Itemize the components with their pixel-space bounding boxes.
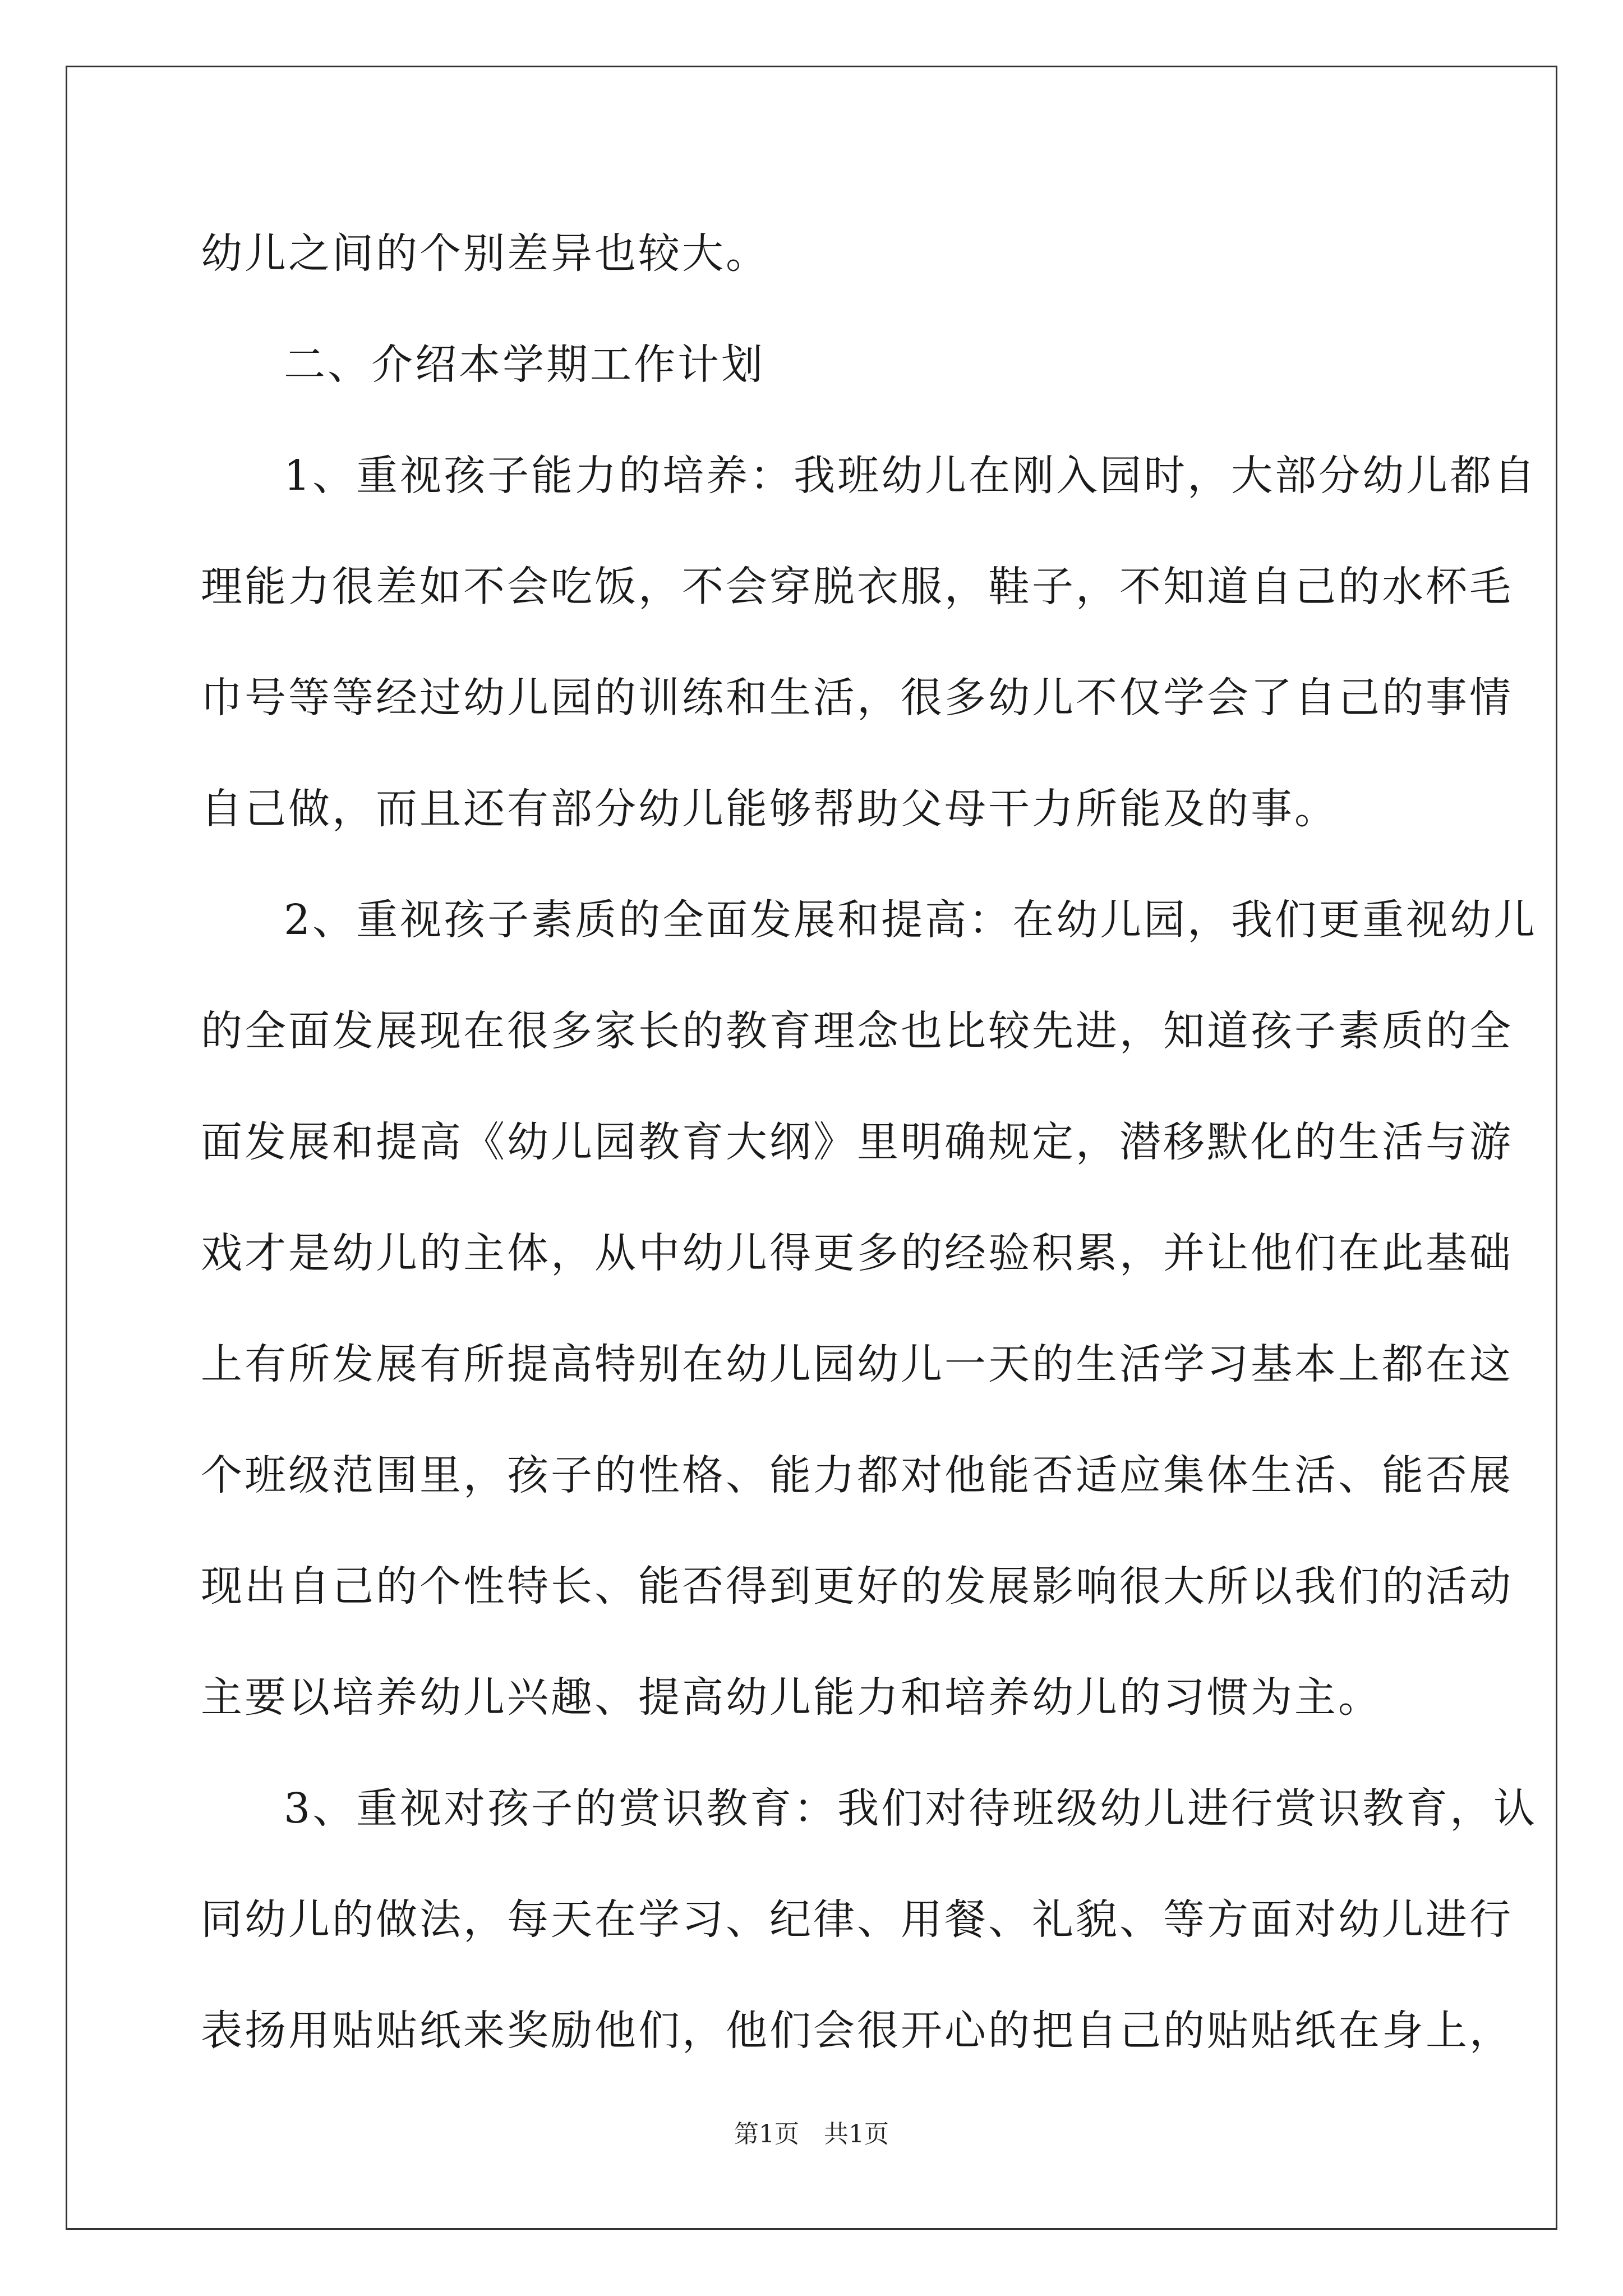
document-body — [201, 198, 1538, 2086]
text-line: 的全面发展现在很多家长的教育理念也比较先进，知道孩子素质的全 — [201, 1007, 1513, 1055]
text-line: 二、介绍本学期工作计划 — [284, 341, 765, 389]
text-line: 1、重视孩子能力的培养：我班幼儿在刚入园时，大部分幼儿都自 — [284, 452, 1538, 500]
text-line: 主要以培养幼儿兴趣、提高幼儿能力和培养幼儿的习惯为主。 — [201, 1673, 1382, 1722]
text-line: 2、重视孩子素质的全面发展和提高：在幼儿园，我们更重视幼儿 — [284, 896, 1538, 944]
text-line: 戏才是幼儿的主体，从中幼儿得更多的经验积累，并让他们在此基础 — [201, 1229, 1513, 1277]
text-line: 个班级范围里，孩子的性格、能力都对他能否适应集体生活、能否展 — [201, 1451, 1513, 1499]
text-line: 自己做，而且还有部分幼儿能够帮助父母干力所能及的事。 — [201, 785, 1338, 833]
text-line: 现出自己的个性特长、能否得到更好的发展影响很大所以我们的活动 — [201, 1562, 1513, 1611]
page-footer: 第1页 共1页 — [734, 2120, 889, 2148]
text-line: 巾号等等经过幼儿园的训练和生活，很多幼儿不仅学会了自己的事情 — [201, 674, 1513, 722]
text-line: 理能力很差如不会吃饭，不会穿脱衣服，鞋子，不知道自己的水杯毛 — [201, 563, 1513, 611]
text-line: 面发展和提高《幼儿园教育大纲》里明确规定，潜移默化的生活与游 — [201, 1118, 1513, 1166]
text-line: 同幼儿的做法，每天在学习、纪律、用餐、礼貌、等方面对幼儿进行 — [201, 1895, 1513, 1944]
text-line: 幼儿之间的个别差异也较大。 — [201, 229, 769, 278]
text-line: 表扬用贴贴纸来奖励他们，他们会很开心的把自己的贴贴纸在身上， — [201, 2007, 1513, 2055]
text-line: 3、重视对孩子的赏识教育：我们对待班级幼儿进行赏识教育，认 — [284, 1784, 1538, 1833]
text-line: 上有所发展有所提高特别在幼儿园幼儿一天的生活学习基本上都在这 — [201, 1340, 1513, 1388]
